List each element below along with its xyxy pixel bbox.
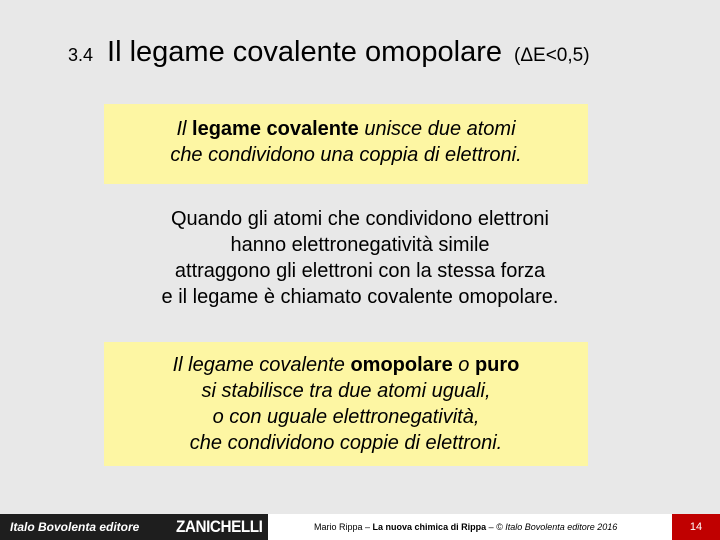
omopolar-line-3: o con uguale elettronegatività, bbox=[212, 406, 480, 428]
explanation-line-2: hanno elettronegatività simile bbox=[230, 234, 490, 256]
omopolar-term: omopolare bbox=[350, 354, 453, 376]
slide-title bbox=[68, 36, 708, 76]
definition-line-2: che condividono una coppia di elettroni. bbox=[170, 144, 522, 166]
definition-box bbox=[104, 104, 588, 184]
credit-book: La nuova chimica di Rippa bbox=[372, 522, 487, 532]
omopolar-box bbox=[104, 342, 588, 466]
omopolar-line-2: si stabilisce tra due atomi uguali, bbox=[201, 380, 491, 402]
omopolar-text-a: Il legame covalente bbox=[172, 354, 345, 376]
definition-term: legame covalente bbox=[192, 118, 359, 140]
definition-text-a: Il bbox=[176, 118, 187, 140]
brand-logo: ZANICHELLI bbox=[176, 517, 263, 536]
puro-term: puro bbox=[474, 354, 520, 376]
publisher-band bbox=[0, 514, 268, 540]
explanation-paragraph bbox=[60, 206, 660, 310]
section-number: 3.4 bbox=[68, 45, 94, 65]
omopolar-text-c: o bbox=[458, 354, 470, 376]
definition-text-c: unisce due atomi bbox=[364, 118, 516, 140]
credit-rest: – © Italo Bovolenta editore 2016 bbox=[488, 522, 618, 532]
explanation-line-4: e il legame è chiamato covalente omopolare. bbox=[161, 286, 559, 308]
definition-line-1 bbox=[104, 116, 588, 142]
title-condition: (ΔE<0,5) bbox=[514, 45, 590, 66]
explanation-line-1: Quando gli atomi che condividono elettroni bbox=[170, 208, 550, 230]
page-number: 14 bbox=[672, 514, 720, 540]
credit-author: Mario Rippa – bbox=[314, 522, 371, 532]
footer-spacer bbox=[268, 514, 306, 540]
publisher-name: Italo Bovolenta editore bbox=[10, 520, 140, 534]
omopolar-line-4: che condividono coppie di elettroni. bbox=[189, 432, 503, 454]
omopolar-line-1 bbox=[104, 352, 588, 378]
footer-credit bbox=[306, 514, 666, 540]
footer-bar bbox=[0, 514, 720, 540]
title-main: Il legame covalente omopolare bbox=[107, 36, 502, 68]
explanation-line-3: attraggono gli elettroni con la stessa forza bbox=[174, 260, 546, 282]
